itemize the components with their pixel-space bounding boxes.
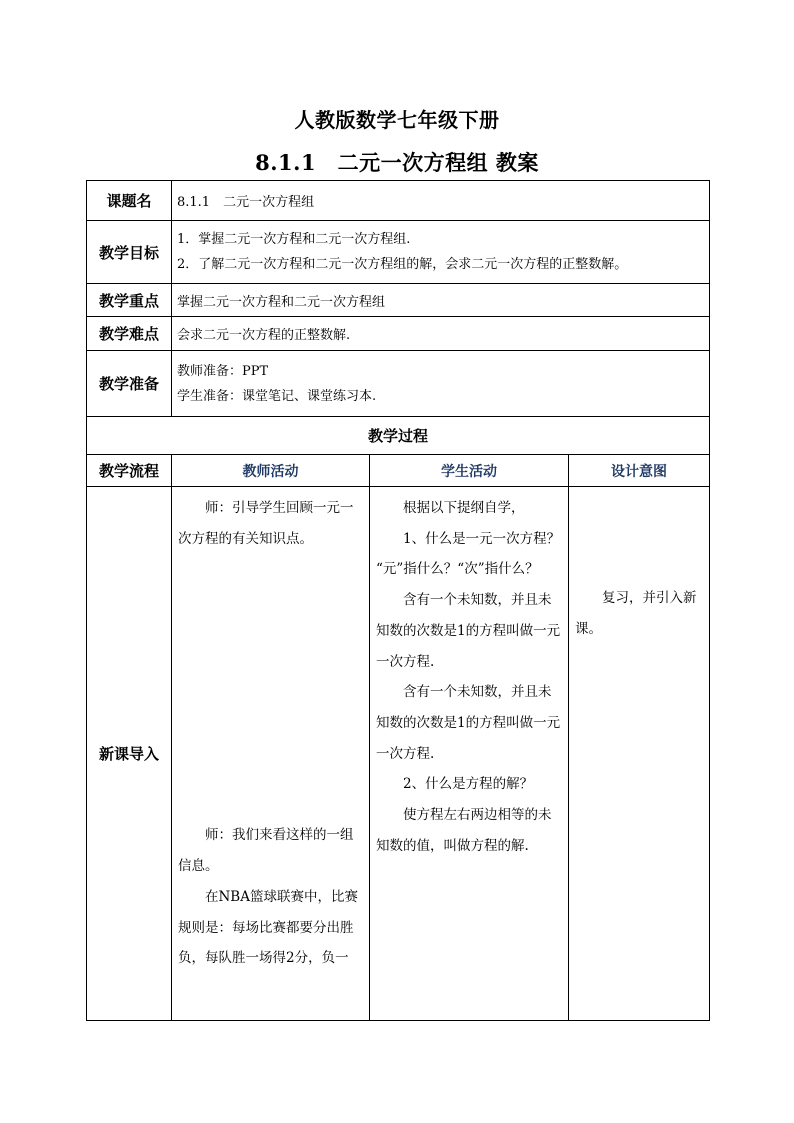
prep-cell (172, 351, 710, 417)
intent-paragraph-1: 复习，并引入新课。 (575, 590, 697, 637)
prep-teacher: 教师准备：PPT (177, 363, 269, 379)
student-paragraph-4: 含有一个未知数，并且未知数的次数是1的方程叫做一元一次方程. (376, 592, 561, 670)
teacher-paragraph-2: 师：我们来看这样的一组信息。 (178, 827, 354, 875)
row-goals (87, 221, 710, 284)
teacher-activity-cell (172, 487, 370, 1021)
difficulty-value: 会求二元一次方程的正整数解. (172, 317, 710, 351)
teacher-paragraph-1: 师：引导学生回顾一元一次方程的有关知识点。 (178, 500, 354, 547)
student-paragraph-2: 1、什么是一元一次方程？ (403, 530, 561, 547)
stage-name: 新课导入 (87, 487, 172, 1021)
prep-label: 教学准备 (87, 351, 172, 417)
row-column-headers (87, 455, 710, 487)
document-subtitle: 8.1.1 二元一次方程组 教案 (255, 150, 539, 175)
student-paragraph-7: 使方程左右两边相等的未知数的值，叫做方程的解. (376, 807, 552, 854)
col-header-student: 学生活动 (370, 455, 569, 487)
prep-student: 学生准备：课堂笔记、课堂练习本. (177, 388, 377, 404)
design-intent-cell (569, 487, 710, 1021)
difficulty-label: 教学难点 (87, 317, 172, 351)
row-topic (87, 181, 710, 221)
topic-value: 8.1.1 二元一次方程组 (172, 181, 710, 221)
teacher-paragraph-3: 在NBA篮球联赛中，比赛规则是：每场比赛都要分出胜负，每队胜一场得2分，负一 (178, 888, 358, 967)
teacher-spacer (178, 554, 363, 820)
student-paragraph-1: 根据以下提纲自学， (403, 500, 525, 516)
student-paragraph-5: 含有一个未知数，并且未知数的次数是1的方程叫做一元一次方程. (376, 684, 561, 762)
topic-label: 课题名 (87, 181, 172, 221)
row-key-points (87, 284, 710, 317)
goal-item-1: 1．掌握二元一次方程和二元一次方程组. (177, 232, 411, 247)
student-paragraph-3: “元”指什么？“次”指什么？ (376, 561, 539, 578)
col-header-flow: 教学流程 (87, 455, 172, 487)
row-difficulty (87, 317, 710, 351)
student-activity-cell (370, 487, 569, 1021)
document-title: 人教版数学七年级下册 (294, 108, 500, 132)
goals-label: 教学目标 (87, 221, 172, 284)
student-paragraph-6: 2、什么是方程的解？ (403, 776, 534, 793)
row-process-title (87, 417, 710, 455)
col-header-intent: 设计意图 (569, 455, 710, 487)
process-title: 教学过程 (87, 417, 710, 455)
row-preparation (87, 351, 710, 417)
key-value: 掌握二元一次方程和二元一次方程组 (172, 284, 710, 317)
row-new-lesson-intro (87, 487, 710, 1021)
goals-cell (172, 221, 710, 284)
col-header-teacher: 教师活动 (172, 455, 370, 487)
lesson-plan-table (86, 180, 710, 1021)
goal-item-2: 2．了解二元一次方程和二元一次方程组的解，会求二元一次方程的正整数解。 (177, 257, 628, 272)
key-label: 教学重点 (87, 284, 172, 317)
